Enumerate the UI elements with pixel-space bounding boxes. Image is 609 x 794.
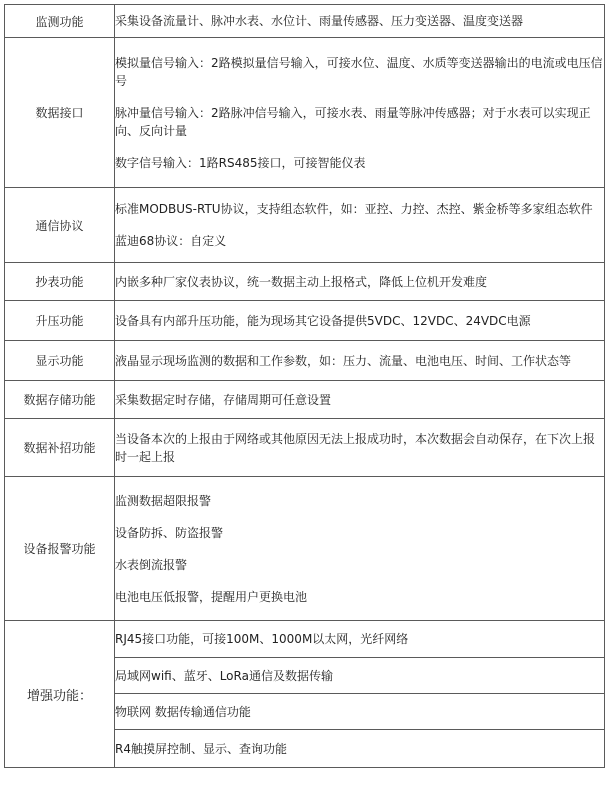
content-line: 液晶显示现场监测的数据和工作参数，如：压力、流量、电池电压、时间、工作状态等 (115, 353, 572, 368)
content-line: 脉冲量信号输入：2路脉冲信号输入，可接水表、雨量等脉冲传感器；对于水表可以实现正向、反向计量 (115, 105, 591, 138)
table-row (5, 301, 605, 341)
row-label: 增强功能： (5, 621, 115, 768)
row-content (115, 658, 605, 694)
table-row (5, 477, 605, 621)
row-content (115, 621, 605, 658)
row-label: 显示功能 (5, 341, 115, 381)
content-line: RJ45接口功能，可接100M、1000M以太网，光纤网络 (115, 632, 409, 646)
content-line: 蓝迪68协议：自定义 (115, 234, 227, 248)
content-line: 物联网 数据传输通信功能 (115, 704, 251, 719)
row-content (115, 188, 605, 263)
content-line: R4触摸屏控制、显示、查询功能 (115, 741, 287, 756)
row-label: 数据补招功能 (5, 419, 115, 477)
row-content (115, 381, 605, 419)
row-label: 设备报警功能 (5, 477, 115, 621)
table-row (5, 621, 605, 658)
content-line: 标准MODBUS-RTU协议，支持组态软件，如：亚控、力控、杰控、紫金桥等多家组态软件 (115, 202, 593, 216)
table-row (5, 341, 605, 381)
content-line: 局域网wifi、蓝牙、LoRa通信及数据传输 (115, 668, 333, 683)
row-content (115, 694, 605, 730)
row-label: 监测功能 (5, 5, 115, 38)
table-row (5, 38, 605, 188)
content-line: 水表倒流报警 (115, 557, 188, 572)
content-line: 内嵌多种厂家仪表协议，统一数据主动上报格式，降低上位机开发难度 (115, 274, 488, 289)
content-line: 采集设备流量计、脉冲水表、水位计、雨量传感器、压力变送器、温度变送器 (115, 14, 524, 28)
content-line: 当设备本次的上报由于网络或其他原因无法上报成功时，本次数据会自动保存，在下次上报时一起上报 (115, 431, 596, 464)
table-row (5, 381, 605, 419)
spec-table (4, 4, 605, 768)
content-line: 采集数据定时存储，存储周期可任意设置 (115, 392, 332, 407)
content-line: 监测数据超限报警 (115, 493, 212, 508)
row-content (115, 38, 605, 188)
content-line: 电池电压低报警，提醒用户更换电池 (115, 589, 308, 604)
row-content (115, 730, 605, 768)
content-line: 模拟量信号输入：2路模拟量信号输入，可接水位、温度、水质等变送器输出的电流或电压信号 (115, 55, 603, 88)
row-content (115, 419, 605, 477)
row-content (115, 5, 605, 38)
row-content (115, 301, 605, 341)
content-line: 设备具有内部升压功能，能为现场其它设备提供5VDC、12VDC、24VDC电源 (115, 313, 531, 328)
row-label: 抄表功能 (5, 263, 115, 301)
row-label: 数据接口 (5, 38, 115, 188)
row-content (115, 477, 605, 621)
row-label: 通信协议 (5, 188, 115, 263)
table-row (5, 5, 605, 38)
content-line: 数字信号输入：1路RS485接口，可接智能仪表 (115, 155, 366, 170)
content-line: 设备防拆、防盗报警 (115, 525, 224, 540)
table-row (5, 263, 605, 301)
row-label: 数据存储功能 (5, 381, 115, 419)
row-content (115, 341, 605, 381)
table-row (5, 419, 605, 477)
table-row (5, 188, 605, 263)
row-label: 升压功能 (5, 301, 115, 341)
row-content (115, 263, 605, 301)
